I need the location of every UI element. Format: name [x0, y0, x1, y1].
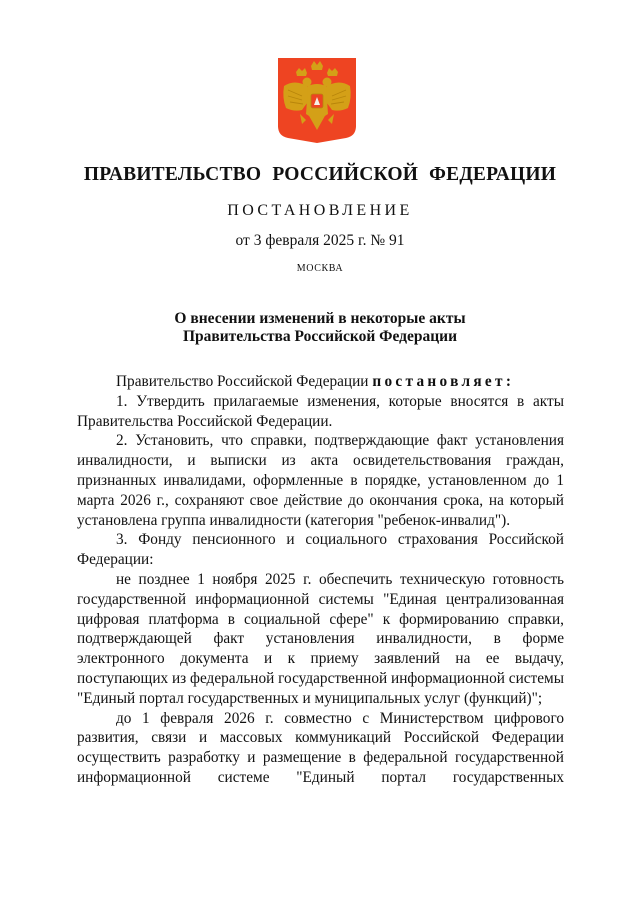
document-date-number: от 3 февраля 2025 г. № 91	[235, 232, 405, 249]
subject-line-1: О внесении изменений в некоторые акты	[174, 310, 466, 327]
decree-word: постановляет:	[372, 373, 515, 390]
paragraph-2: 2. Установить, что справки, подтверждающие факт установления инвалидности, и выписки из акта освидетельствования граждан, признанных инвалидами, оформленные в порядке, установленном до 1 марта 2026 г., сохраняют свое действие до окончания срока, на который установлена группа инвалидности (категория "ребенок-инвалид").	[77, 432, 564, 529]
document-subject	[0, 310, 640, 346]
paragraph-1: 1. Утвердить прилагаемые изменения, которые вносятся в акты Правительства Российской Федерации.	[77, 392, 564, 430]
decree-intro	[77, 372, 564, 392]
paragraph-5: до 1 февраля 2026 г. совместно с Министерством цифрового развития, связи и массовых коммуникаций Российской Федерации осуществить разработку и размещение в федеральной государственной информационной системе "Единый портал государственных	[77, 709, 564, 786]
intro-text: Правительство Российской Федерации	[116, 373, 373, 390]
paragraph-4: не позднее 1 ноября 2025 г. обеспечить техническую готовность государственной информационной системы "Единая централизованная цифровая платформа в социальной сфере" к формированию справки, подтверждающей факт установления инвалидности, в форме электронного документа и к приему заявлений на ее выдачу, поступающих из федеральной государственной информационной системы "Единый портал государственных и муниципальных услуг (функций)";	[77, 570, 564, 707]
paragraph-3: 3. Фонду пенсионного и социального страхования Российской Федерации:	[77, 531, 564, 569]
coat-of-arms-icon	[276, 56, 358, 144]
issuing-authority: ПРАВИТЕЛЬСТВО РОССИЙСКОЙ ФЕДЕРАЦИИ	[83, 164, 557, 185]
document-body	[77, 372, 564, 788]
document-type: ПОСТАНОВЛЕНИЕ	[227, 202, 413, 219]
issue-city: МОСКВА	[296, 263, 344, 274]
subject-line-2: Правительства Российской Федерации	[182, 328, 458, 345]
